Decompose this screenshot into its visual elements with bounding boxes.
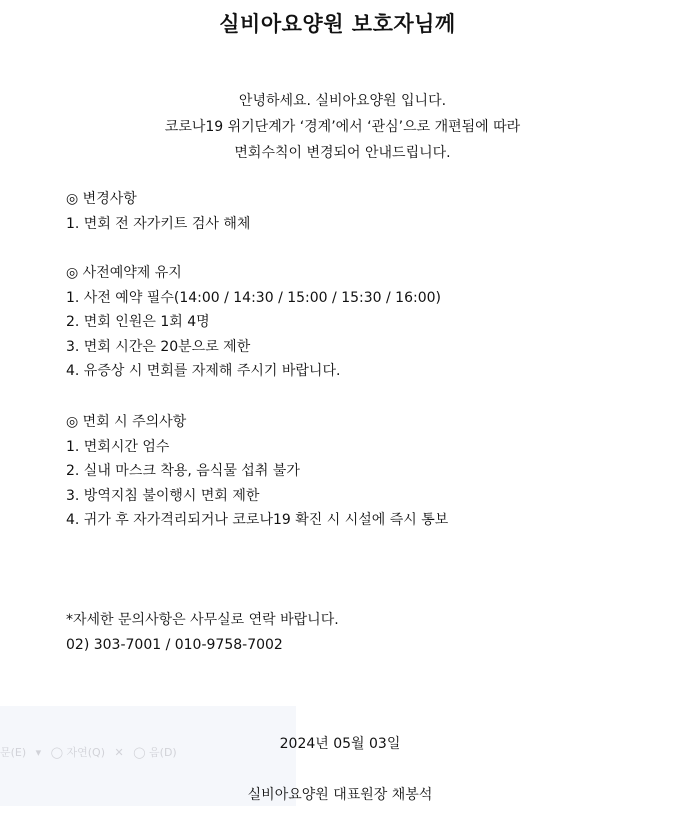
list-item: 1. 사전 예약 필수(14:00 / 14:30 / 15:00 / 15:30 / 16:00) xyxy=(66,289,441,306)
document-date: 2024년 05월 03일 xyxy=(279,736,401,752)
intro-line: 안녕하세요. 실비아요양원 입니다. xyxy=(238,93,447,109)
faded-toolbar-item: 자연(Q) xyxy=(66,746,106,759)
chevron-down-icon: ▾ xyxy=(35,746,42,759)
list-item: 1. 면회시간 엄수 xyxy=(66,438,170,455)
close-icon: ✕ xyxy=(114,746,124,759)
faded-toolbar-item: 음(D) xyxy=(149,746,177,759)
list-item: 2. 면회 인원은 1회 4명 xyxy=(66,314,210,330)
list-item: 3. 면회 시간은 20분으로 제한 xyxy=(66,338,251,355)
section-reservation xyxy=(66,261,441,384)
signature: 실비아요양원 대표원장 채봉석 xyxy=(247,787,433,803)
document-title: 실비아요양원 보호자님께 xyxy=(219,12,456,36)
intro-paragraph xyxy=(0,88,675,166)
list-item: 3. 방역지침 불이행시 면회 제한 xyxy=(66,487,260,504)
circle-icon: ◯ xyxy=(133,746,146,759)
intro-line: 코로나19 위기단계가 ‘경계’에서 ‘관심’으로 개편됨에 따라 xyxy=(164,119,521,135)
contact-note: *자세한 문의사항은 사무실로 연락 바랍니다. xyxy=(66,612,339,628)
section-heading: ◎ 면회 시 주의사항 xyxy=(66,414,187,430)
section-precautions xyxy=(66,410,448,533)
list-item: 1. 면회 전 자가키트 검사 해체 xyxy=(66,215,251,232)
contact-phones: 02) 303-7001 / 010-9758-7002 xyxy=(66,636,283,653)
intro-line: 면회수칙이 변경되어 안내드립니다. xyxy=(234,145,451,161)
faded-toolbar-item: 문(E) xyxy=(0,746,27,759)
list-item: 4. 귀가 후 자가격리되거나 코로나19 확진 시 시설에 즉시 통보 xyxy=(66,512,449,528)
section-heading: ◎ 변경사항 xyxy=(66,191,137,207)
circle-icon: ◯ xyxy=(50,746,64,759)
list-item: 2. 실내 마스크 착용, 음식물 섭취 불가 xyxy=(66,463,300,479)
section-changes xyxy=(66,187,250,236)
contact-info xyxy=(66,608,339,657)
section-heading: ◎ 사전예약제 유지 xyxy=(66,265,182,281)
list-item: 4. 유증상 시 면회를 자제해 주시기 바랍니다. xyxy=(66,363,341,379)
